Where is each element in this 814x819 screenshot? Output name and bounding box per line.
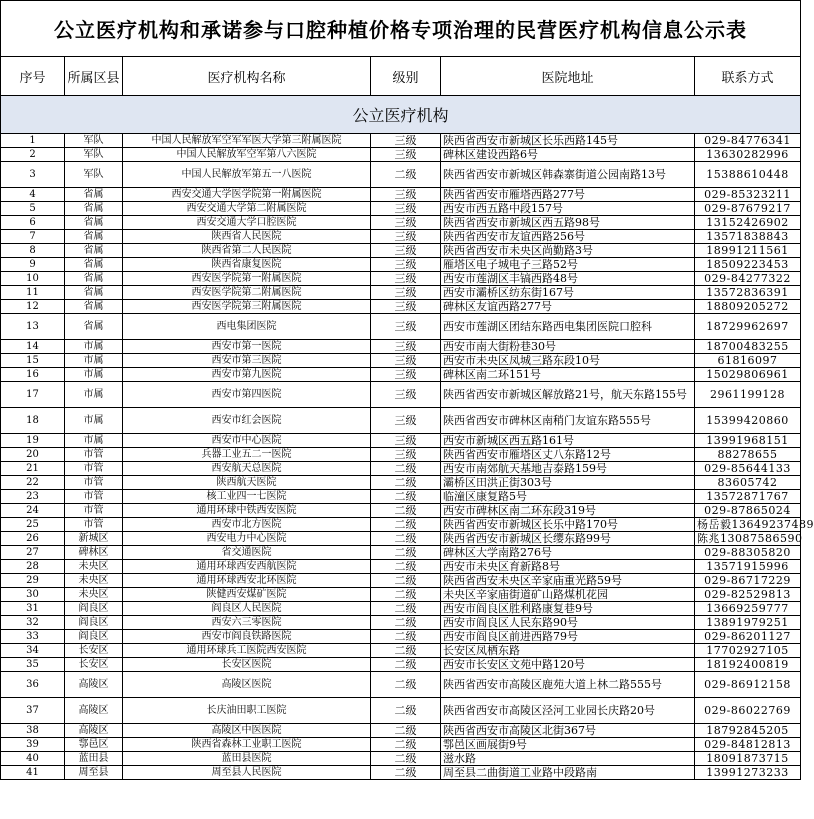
row-serial: 1 bbox=[1, 134, 65, 148]
row-contact: 61816097 bbox=[695, 354, 801, 368]
table-row bbox=[1, 518, 801, 532]
row-contact: 陈兆13087586590 bbox=[695, 532, 801, 546]
row-level: 二级 bbox=[371, 658, 441, 672]
row-institution-name: 通用环球兵工医院西安医院 bbox=[123, 644, 371, 658]
row-level: 三级 bbox=[371, 272, 441, 286]
table-row bbox=[1, 244, 801, 258]
row-institution-name: 西安交通大学第二附属医院 bbox=[123, 202, 371, 216]
table-row bbox=[1, 340, 801, 354]
row-address: 周至县二曲街道工业路中段路南 bbox=[441, 766, 695, 780]
row-serial: 8 bbox=[1, 244, 65, 258]
table-row bbox=[1, 630, 801, 644]
row-address: 陕西省西安市新城区长乐西路145号 bbox=[441, 134, 695, 148]
row-district: 市管 bbox=[65, 504, 123, 518]
row-serial: 23 bbox=[1, 490, 65, 504]
table-row bbox=[1, 616, 801, 630]
row-district: 省属 bbox=[65, 216, 123, 230]
table-row bbox=[1, 202, 801, 216]
row-address: 西安市长安区文苑中路120号 bbox=[441, 658, 695, 672]
row-institution-name: 西安交通大学医学院第一附属医院 bbox=[123, 188, 371, 202]
row-district: 未央区 bbox=[65, 574, 123, 588]
row-level: 三级 bbox=[371, 382, 441, 408]
table-row bbox=[1, 382, 801, 408]
row-contact: 029-87865024 bbox=[695, 504, 801, 518]
row-serial: 6 bbox=[1, 216, 65, 230]
row-address: 西安市莲湖区团结东路西电集团医院口腔科 bbox=[441, 314, 695, 340]
row-serial: 34 bbox=[1, 644, 65, 658]
row-serial: 17 bbox=[1, 382, 65, 408]
row-contact: 15388610448 bbox=[695, 162, 801, 188]
row-address: 西安市未央区育新路8号 bbox=[441, 560, 695, 574]
row-district: 省属 bbox=[65, 258, 123, 272]
row-serial: 5 bbox=[1, 202, 65, 216]
row-level: 三级 bbox=[371, 354, 441, 368]
row-serial: 20 bbox=[1, 448, 65, 462]
row-contact: 13571838843 bbox=[695, 230, 801, 244]
row-contact: 029-86717229 bbox=[695, 574, 801, 588]
row-serial: 2 bbox=[1, 148, 65, 162]
row-contact: 13991273233 bbox=[695, 766, 801, 780]
row-contact: 15029806961 bbox=[695, 368, 801, 382]
row-district: 市属 bbox=[65, 434, 123, 448]
table-row bbox=[1, 408, 801, 434]
row-contact: 029-84277322 bbox=[695, 272, 801, 286]
row-address: 西安市阎良区胜利路康复巷9号 bbox=[441, 602, 695, 616]
row-institution-name: 省交通医院 bbox=[123, 546, 371, 560]
row-address: 西安市新城区西五路161号 bbox=[441, 434, 695, 448]
row-level: 三级 bbox=[371, 216, 441, 230]
row-address: 长安区凤栖东路 bbox=[441, 644, 695, 658]
row-district: 军队 bbox=[65, 134, 123, 148]
row-serial: 27 bbox=[1, 546, 65, 560]
row-address: 陕西省西安市未央区尚勤路3号 bbox=[441, 244, 695, 258]
row-address: 西安市阎良区前进西路79号 bbox=[441, 630, 695, 644]
row-address: 陕西省西安市新城区解放路21号，航天东路155号 bbox=[441, 382, 695, 408]
row-address: 陕西省西安未央区辛家庙重光路59号 bbox=[441, 574, 695, 588]
row-institution-name: 西安交通大学口腔医院 bbox=[123, 216, 371, 230]
row-institution-name: 核工业四一七医院 bbox=[123, 490, 371, 504]
row-serial: 9 bbox=[1, 258, 65, 272]
table-row bbox=[1, 300, 801, 314]
row-address: 陕西省西安市新城区长缨东路99号 bbox=[441, 532, 695, 546]
row-level: 二级 bbox=[371, 602, 441, 616]
row-level: 二级 bbox=[371, 462, 441, 476]
row-institution-name: 陕西省第二人民医院 bbox=[123, 244, 371, 258]
table-row bbox=[1, 448, 801, 462]
row-address: 陕西省西安市高陵区北街367号 bbox=[441, 724, 695, 738]
row-contact: 029-87679217 bbox=[695, 202, 801, 216]
row-contact: 18809205272 bbox=[695, 300, 801, 314]
row-institution-name: 西安医学院第一附属医院 bbox=[123, 272, 371, 286]
row-level: 三级 bbox=[371, 188, 441, 202]
table-row bbox=[1, 658, 801, 672]
row-institution-name: 西安市第三医院 bbox=[123, 354, 371, 368]
row-contact: 13572871767 bbox=[695, 490, 801, 504]
row-level: 二级 bbox=[371, 574, 441, 588]
row-institution-name: 西安医学院第二附属医院 bbox=[123, 286, 371, 300]
row-district: 高陵区 bbox=[65, 672, 123, 698]
row-address: 碑林区友谊西路277号 bbox=[441, 300, 695, 314]
row-address: 碑林区大学南路276号 bbox=[441, 546, 695, 560]
table-title: 公立医疗机构和承诺参与口腔种植价格专项治理的民营医疗机构信息公示表 bbox=[1, 1, 801, 57]
table-row bbox=[1, 162, 801, 188]
row-address: 陕西省西安市雁塔西路277号 bbox=[441, 188, 695, 202]
row-contact: 13991968151 bbox=[695, 434, 801, 448]
header-serial: 序号 bbox=[1, 57, 65, 96]
row-address: 碑林区建设西路6号 bbox=[441, 148, 695, 162]
row-address: 陕西省西安市新城区西五路98号 bbox=[441, 216, 695, 230]
row-contact: 029-85644133 bbox=[695, 462, 801, 476]
row-serial: 3 bbox=[1, 162, 65, 188]
row-level: 二级 bbox=[371, 532, 441, 546]
row-address: 临潼区康复路5号 bbox=[441, 490, 695, 504]
row-district: 周至县 bbox=[65, 766, 123, 780]
row-level: 二级 bbox=[371, 738, 441, 752]
row-contact: 17702927105 bbox=[695, 644, 801, 658]
row-level: 二级 bbox=[371, 476, 441, 490]
table-row bbox=[1, 476, 801, 490]
row-address: 陕西省西安市友谊西路256号 bbox=[441, 230, 695, 244]
row-district: 市属 bbox=[65, 368, 123, 382]
row-address: 西安市西五路中段157号 bbox=[441, 202, 695, 216]
header-contact: 联系方式 bbox=[695, 57, 801, 96]
table-row bbox=[1, 546, 801, 560]
row-district: 未央区 bbox=[65, 560, 123, 574]
row-institution-name: 西安市北方医院 bbox=[123, 518, 371, 532]
row-address: 西安市阎良区人民东路90号 bbox=[441, 616, 695, 630]
row-district: 长安区 bbox=[65, 658, 123, 672]
table-row bbox=[1, 532, 801, 546]
row-district: 高陵区 bbox=[65, 724, 123, 738]
row-serial: 40 bbox=[1, 752, 65, 766]
row-institution-name: 通用环球西安西航医院 bbox=[123, 560, 371, 574]
row-address: 西安市灞桥区纺东街167号 bbox=[441, 286, 695, 300]
row-serial: 28 bbox=[1, 560, 65, 574]
table-row bbox=[1, 354, 801, 368]
row-address: 未央区辛家庙街道矿山路煤机花园 bbox=[441, 588, 695, 602]
row-serial: 18 bbox=[1, 408, 65, 434]
row-contact: 15399420860 bbox=[695, 408, 801, 434]
row-serial: 38 bbox=[1, 724, 65, 738]
row-institution-name: 陕西省森林工业职工医院 bbox=[123, 738, 371, 752]
row-address: 陕西省西安市碑林区南稍门友谊东路555号 bbox=[441, 408, 695, 434]
row-serial: 22 bbox=[1, 476, 65, 490]
row-contact: 029-86022769 bbox=[695, 698, 801, 724]
row-district: 省属 bbox=[65, 300, 123, 314]
row-institution-name: 西安电力中心医院 bbox=[123, 532, 371, 546]
row-level: 三级 bbox=[371, 202, 441, 216]
row-district: 蓝田县 bbox=[65, 752, 123, 766]
row-district: 省属 bbox=[65, 272, 123, 286]
row-contact: 18700483255 bbox=[695, 340, 801, 354]
header-institution-name: 医疗机构名称 bbox=[123, 57, 371, 96]
row-institution-name: 陕西省康复医院 bbox=[123, 258, 371, 272]
row-institution-name: 中国人民解放军空军第八六医院 bbox=[123, 148, 371, 162]
table-row bbox=[1, 672, 801, 698]
row-institution-name: 陕健西安煤矿医院 bbox=[123, 588, 371, 602]
row-contact: 13630282996 bbox=[695, 148, 801, 162]
row-district: 市属 bbox=[65, 340, 123, 354]
row-serial: 19 bbox=[1, 434, 65, 448]
table-row bbox=[1, 286, 801, 300]
row-level: 二级 bbox=[371, 644, 441, 658]
table-row bbox=[1, 230, 801, 244]
table-row bbox=[1, 462, 801, 476]
row-serial: 14 bbox=[1, 340, 65, 354]
row-address: 陕西省西安市高陵区泾河工业园长庆路20号 bbox=[441, 698, 695, 724]
row-institution-name: 中国人民解放军第五一八医院 bbox=[123, 162, 371, 188]
row-serial: 16 bbox=[1, 368, 65, 382]
row-district: 市管 bbox=[65, 448, 123, 462]
row-district: 市管 bbox=[65, 476, 123, 490]
row-institution-name: 长庆油田职工医院 bbox=[123, 698, 371, 724]
row-institution-name: 西安医学院第三附属医院 bbox=[123, 300, 371, 314]
row-district: 市管 bbox=[65, 462, 123, 476]
table-row bbox=[1, 216, 801, 230]
row-contact: 029-82529813 bbox=[695, 588, 801, 602]
row-institution-name: 兵器工业五二一医院 bbox=[123, 448, 371, 462]
row-contact: 83605742 bbox=[695, 476, 801, 490]
row-address: 西安市碑林区南二环东段319号 bbox=[441, 504, 695, 518]
row-serial: 33 bbox=[1, 630, 65, 644]
row-serial: 39 bbox=[1, 738, 65, 752]
row-contact: 13152426902 bbox=[695, 216, 801, 230]
row-serial: 21 bbox=[1, 462, 65, 476]
row-serial: 10 bbox=[1, 272, 65, 286]
row-level: 三级 bbox=[371, 230, 441, 244]
row-serial: 15 bbox=[1, 354, 65, 368]
row-address: 灞桥区田洪正街303号 bbox=[441, 476, 695, 490]
row-institution-name: 西电集团医院 bbox=[123, 314, 371, 340]
table-row bbox=[1, 644, 801, 658]
table-row bbox=[1, 766, 801, 780]
row-institution-name: 高陵区医院 bbox=[123, 672, 371, 698]
row-serial: 30 bbox=[1, 588, 65, 602]
row-level: 三级 bbox=[371, 300, 441, 314]
row-serial: 13 bbox=[1, 314, 65, 340]
row-serial: 11 bbox=[1, 286, 65, 300]
row-institution-name: 通用环球西安北环医院 bbox=[123, 574, 371, 588]
row-address: 陕西省西安市新城区长乐中路170号 bbox=[441, 518, 695, 532]
row-serial: 36 bbox=[1, 672, 65, 698]
row-level: 三级 bbox=[371, 434, 441, 448]
row-institution-name: 西安航天总医院 bbox=[123, 462, 371, 476]
row-district: 市属 bbox=[65, 382, 123, 408]
row-institution-name: 通用环球中铁西安医院 bbox=[123, 504, 371, 518]
table-row bbox=[1, 148, 801, 162]
row-address: 陕西省西安市高陵区鹿苑大道上林二路555号 bbox=[441, 672, 695, 698]
row-district: 省属 bbox=[65, 244, 123, 258]
row-level: 三级 bbox=[371, 244, 441, 258]
row-level: 三级 bbox=[371, 448, 441, 462]
row-contact: 13669259777 bbox=[695, 602, 801, 616]
row-address: 西安市南郊航天基地吉泰路159号 bbox=[441, 462, 695, 476]
row-address: 西安市南大街粉巷30号 bbox=[441, 340, 695, 354]
row-institution-name: 西安六三零医院 bbox=[123, 616, 371, 630]
row-level: 二级 bbox=[371, 546, 441, 560]
row-district: 碑林区 bbox=[65, 546, 123, 560]
row-level: 二级 bbox=[371, 588, 441, 602]
row-level: 三级 bbox=[371, 408, 441, 434]
row-institution-name: 周至县人民医院 bbox=[123, 766, 371, 780]
row-serial: 41 bbox=[1, 766, 65, 780]
row-institution-name: 西安市阎良铁路医院 bbox=[123, 630, 371, 644]
row-address: 西安市莲湖区丰镐西路48号 bbox=[441, 272, 695, 286]
row-level: 三级 bbox=[371, 286, 441, 300]
section-heading: 公立医疗机构 bbox=[1, 96, 801, 134]
row-contact: 13572836391 bbox=[695, 286, 801, 300]
table-row bbox=[1, 504, 801, 518]
row-institution-name: 陕西航天医院 bbox=[123, 476, 371, 490]
row-contact: 2961199128 bbox=[695, 382, 801, 408]
row-institution-name: 西安市中心医院 bbox=[123, 434, 371, 448]
table-row bbox=[1, 752, 801, 766]
table-row bbox=[1, 602, 801, 616]
table-row bbox=[1, 560, 801, 574]
row-address: 鄠邑区画展街9号 bbox=[441, 738, 695, 752]
row-level: 三级 bbox=[371, 368, 441, 382]
row-district: 鄠邑区 bbox=[65, 738, 123, 752]
row-contact: 029-85323211 bbox=[695, 188, 801, 202]
row-serial: 35 bbox=[1, 658, 65, 672]
row-institution-name: 阎良区人民医院 bbox=[123, 602, 371, 616]
row-serial: 12 bbox=[1, 300, 65, 314]
row-level: 三级 bbox=[371, 148, 441, 162]
row-level: 二级 bbox=[371, 672, 441, 698]
table-row bbox=[1, 434, 801, 448]
row-address: 雁塔区电子城电子三路52号 bbox=[441, 258, 695, 272]
row-address: 陕西省西安市新城区韩森寨街道公园南路13号 bbox=[441, 162, 695, 188]
row-level: 三级 bbox=[371, 134, 441, 148]
row-district: 阎良区 bbox=[65, 616, 123, 630]
row-serial: 7 bbox=[1, 230, 65, 244]
table-row bbox=[1, 490, 801, 504]
row-contact: 88278655 bbox=[695, 448, 801, 462]
row-district: 新城区 bbox=[65, 532, 123, 546]
row-district: 市管 bbox=[65, 490, 123, 504]
row-district: 长安区 bbox=[65, 644, 123, 658]
row-serial: 4 bbox=[1, 188, 65, 202]
row-contact: 029-84812813 bbox=[695, 738, 801, 752]
row-contact: 18192400819 bbox=[695, 658, 801, 672]
table-row bbox=[1, 368, 801, 382]
header-address: 医院地址 bbox=[441, 57, 695, 96]
row-contact: 029-84776341 bbox=[695, 134, 801, 148]
table-row bbox=[1, 314, 801, 340]
table-row bbox=[1, 574, 801, 588]
row-serial: 37 bbox=[1, 698, 65, 724]
row-institution-name: 蓝田县医院 bbox=[123, 752, 371, 766]
row-level: 二级 bbox=[371, 518, 441, 532]
row-contact: 13891979251 bbox=[695, 616, 801, 630]
row-institution-name: 西安市第四医院 bbox=[123, 382, 371, 408]
table-row bbox=[1, 698, 801, 724]
row-serial: 29 bbox=[1, 574, 65, 588]
row-contact: 18729962697 bbox=[695, 314, 801, 340]
row-level: 二级 bbox=[371, 616, 441, 630]
header-level: 级别 bbox=[371, 57, 441, 96]
row-level: 二级 bbox=[371, 162, 441, 188]
row-district: 军队 bbox=[65, 148, 123, 162]
table-row bbox=[1, 188, 801, 202]
row-district: 军队 bbox=[65, 162, 123, 188]
row-district: 市属 bbox=[65, 354, 123, 368]
row-address: 滋水路 bbox=[441, 752, 695, 766]
row-level: 三级 bbox=[371, 314, 441, 340]
row-address: 西安市未央区凤城三路东段10号 bbox=[441, 354, 695, 368]
row-district: 省属 bbox=[65, 188, 123, 202]
table-row bbox=[1, 258, 801, 272]
table-row bbox=[1, 134, 801, 148]
row-contact: 029-86201127 bbox=[695, 630, 801, 644]
row-contact: 18509223453 bbox=[695, 258, 801, 272]
row-level: 二级 bbox=[371, 724, 441, 738]
row-institution-name: 陕西省人民医院 bbox=[123, 230, 371, 244]
row-serial: 32 bbox=[1, 616, 65, 630]
row-level: 三级 bbox=[371, 340, 441, 354]
row-serial: 26 bbox=[1, 532, 65, 546]
row-district: 阎良区 bbox=[65, 630, 123, 644]
row-contact: 13571915996 bbox=[695, 560, 801, 574]
row-serial: 24 bbox=[1, 504, 65, 518]
row-institution-name: 高陵区中医医院 bbox=[123, 724, 371, 738]
row-level: 三级 bbox=[371, 258, 441, 272]
row-district: 省属 bbox=[65, 202, 123, 216]
row-contact: 18991211561 bbox=[695, 244, 801, 258]
row-district: 市管 bbox=[65, 518, 123, 532]
row-address: 陕西省西安市雁塔区丈八东路12号 bbox=[441, 448, 695, 462]
row-level: 二级 bbox=[371, 766, 441, 780]
row-institution-name: 西安市第一医院 bbox=[123, 340, 371, 354]
row-serial: 25 bbox=[1, 518, 65, 532]
row-level: 二级 bbox=[371, 504, 441, 518]
row-district: 省属 bbox=[65, 314, 123, 340]
row-institution-name: 西安市第九医院 bbox=[123, 368, 371, 382]
row-institution-name: 西安市红会医院 bbox=[123, 408, 371, 434]
row-district: 未央区 bbox=[65, 588, 123, 602]
row-contact: 18792845205 bbox=[695, 724, 801, 738]
row-serial: 31 bbox=[1, 602, 65, 616]
row-district: 省属 bbox=[65, 230, 123, 244]
row-district: 市属 bbox=[65, 408, 123, 434]
row-institution-name: 中国人民解放军空军军医大学第三附属医院 bbox=[123, 134, 371, 148]
row-district: 阎良区 bbox=[65, 602, 123, 616]
row-level: 二级 bbox=[371, 698, 441, 724]
table-row bbox=[1, 724, 801, 738]
row-contact: 18091873715 bbox=[695, 752, 801, 766]
row-institution-name: 长安区医院 bbox=[123, 658, 371, 672]
table-row bbox=[1, 588, 801, 602]
row-level: 二级 bbox=[371, 560, 441, 574]
table-row bbox=[1, 272, 801, 286]
row-contact: 杨岳毅13649237489 bbox=[695, 518, 801, 532]
row-level: 二级 bbox=[371, 490, 441, 504]
row-level: 二级 bbox=[371, 752, 441, 766]
row-contact: 029-86912158 bbox=[695, 672, 801, 698]
table-row bbox=[1, 738, 801, 752]
row-address: 碑林区南二环151号 bbox=[441, 368, 695, 382]
row-district: 省属 bbox=[65, 286, 123, 300]
row-contact: 029-88305820 bbox=[695, 546, 801, 560]
row-level: 二级 bbox=[371, 630, 441, 644]
header-district: 所属区县 bbox=[65, 57, 123, 96]
row-district: 高陵区 bbox=[65, 698, 123, 724]
